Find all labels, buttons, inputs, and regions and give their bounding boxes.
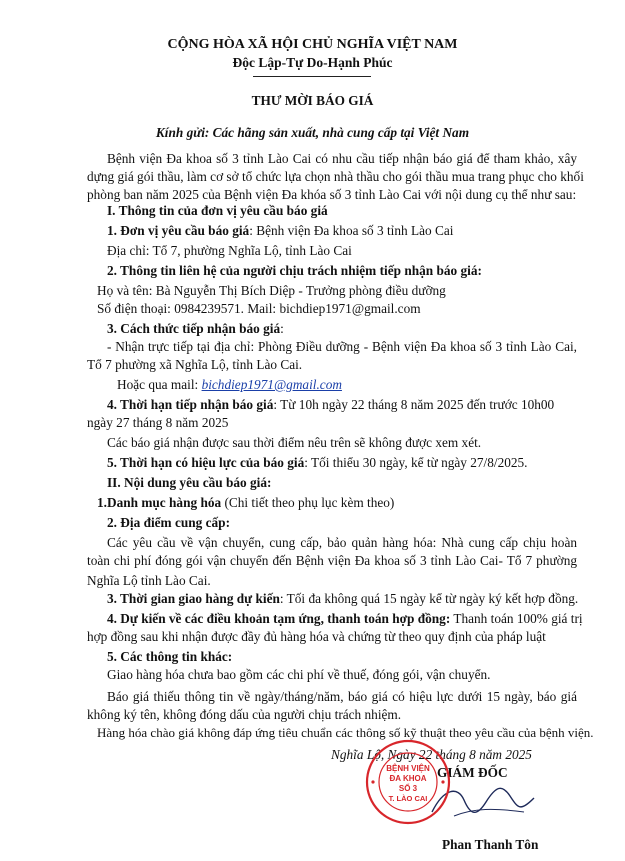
intro-line-1: Bệnh viện Đa khoa số 3 tỉnh Lào Cai có nhu cầu tiếp nhận báo giá để tham khảo, xây <box>107 151 577 166</box>
section1-item1-label: 1. Đơn vị yêu cầu báo giá <box>107 223 250 238</box>
section2-item3-label: 3. Thời gian giao hàng dự kiến <box>107 591 280 606</box>
place-date: Nghĩa Lộ, Ngày 22 tháng 8 năm 2025 <box>331 747 532 762</box>
addressee: Kính gửi: Các hãng sản xuất, nhà cung cấp tại Việt Nam <box>155 125 470 140</box>
country-header: CỘNG HÒA XÃ HỘI CHỦ NGHĨA VIỆT NAM <box>167 37 458 52</box>
motto-header: Độc Lập-Tự Do-Hạnh Phúc <box>232 55 393 70</box>
section2-item4-label: 4. Dự kiến về các điều khoản tạm ứng, thanh toán hợp đồng: <box>107 611 451 626</box>
stamp-line-1: BỆNH VIỆN <box>386 764 430 773</box>
section2-item5-line3: không ký tên, không đóng dấu của người chịu trách nhiệm. <box>87 707 402 722</box>
section1-item2-phone: Số điện thoại: 0984239571. Mail: bichdiep1971@gmail.com <box>97 301 421 316</box>
intro-line-3: phòng ban năm 2025 của Bệnh viện Đa khóa số 3 tỉnh Lào Cai với nội dung cụ thể như sau: <box>87 187 577 202</box>
section2-item2-label: 2. Địa điểm cung cấp: <box>107 515 230 530</box>
header-underline <box>253 76 371 77</box>
signer-position: GIÁM ĐỐC <box>437 765 508 780</box>
section1-item4-note: Các báo giá nhận được sau thời điểm nêu trên sẽ không được xem xét. <box>107 435 482 450</box>
section2-item5-label: 5. Các thông tin khác: <box>107 649 233 664</box>
section2-item1-value: (Chi tiết theo phụ lục kèm theo) <box>221 495 395 510</box>
email-link[interactable]: bichdiep1971@gmail.com <box>201 377 342 392</box>
signer-name: Phan Thanh Tôn <box>442 837 539 852</box>
section1-item3 <box>107 320 284 338</box>
section1-item1 <box>107 222 453 240</box>
section2-item4-line2: hợp đồng sau khi nhận được đầy đủ hàng hóa và chứng từ theo quy định của pháp luật <box>87 629 546 644</box>
section1-item1-value: : Bệnh viện Đa khoa số 3 tỉnh Lào Cai <box>249 223 454 238</box>
section1-item3-label: 3. Cách thức tiếp nhận báo giá <box>107 321 281 336</box>
section1-item1-address: Địa chỉ: Tổ 7, phường Nghĩa Lộ, tỉnh Lào Cai <box>107 243 352 258</box>
section1-item3-line2: Tổ 7 phường xã Nghĩa Lộ, tỉnh Lào Cai. <box>87 357 303 372</box>
section2-item5-line4: Hàng hóa chào giá không đáp ứng tiêu chuẩn các thông số kỹ thuật theo yêu cầu của bệnh viện. <box>97 725 594 740</box>
stamp-line-2: ĐA KHOA <box>389 774 427 783</box>
section2-item4 <box>107 610 583 628</box>
section1-item5-label: 5. Thời hạn có hiệu lực của báo giá <box>107 455 305 470</box>
section2-heading: II. Nội dung yêu cầu báo giá: <box>107 475 272 490</box>
section2-item5-line2: Báo giá thiếu thông tin về ngày/tháng/năm, báo giá có hiệu lực dưới 15 ngày, báo giá <box>107 689 577 704</box>
section2-item1 <box>97 494 394 512</box>
section2-item2-line1: Các yêu cầu về vận chuyển, cung cấp, bảo quản hàng hóa: Nhà cung cấp chịu hoàn <box>107 535 577 550</box>
section2-item3-value: : Tối đa không quá 15 ngày kể từ ngày ký kết hợp đồng. <box>279 591 579 606</box>
intro-line-2: dựng giá gói thầu, làm cơ sở tổ chức lựa chọn nhà thầu cho gói thầu mua trang phục cho khối <box>87 169 584 184</box>
section1-heading: I. Thông tin của đơn vị yêu cầu báo giá <box>107 203 328 218</box>
section1-item5 <box>107 454 528 472</box>
section1-item2-label: 2. Thông tin liên hệ của người chịu trách nhiệm tiếp nhận báo giá: <box>107 263 482 278</box>
section1-item4 <box>107 396 577 414</box>
stamp-line-4: T. LÀO CAI <box>388 794 428 803</box>
section1-item4-label: 4. Thời hạn tiếp nhận báo giá <box>107 397 274 412</box>
section2-item2-line3: Nghĩa Lộ tỉnh Lào Cai. <box>87 573 211 588</box>
section1-item4-value: : Từ 10h ngày 22 tháng 8 năm 2025 đến trước 10h00 <box>273 397 555 412</box>
official-stamp <box>364 738 452 826</box>
section2-item2-line2: toàn chi phí đóng gói vận chuyển đến Bệnh viện Đa khoa số 3 tỉnh Lào Cai- Tổ 7 phường <box>87 553 577 568</box>
section1-item3-line1: - Nhận trực tiếp tại địa chỉ: Phòng Điều dưỡng - Bệnh viện Đa khoa số 3 tỉnh Lào Cai, <box>107 339 577 354</box>
section2-item4-value: Thanh toán 100% giá trị <box>450 611 583 626</box>
document-title: THƯ MỜI BÁO GIÁ <box>251 93 374 108</box>
section1-item4-line2: ngày 27 tháng 8 năm 2025 <box>87 415 229 430</box>
section1-item3-colon: : <box>280 321 284 336</box>
section1-item3-mail-line <box>117 376 342 394</box>
section1-item2-name: Họ và tên: Bà Nguyễn Thị Bích Diệp - Trưởng phòng điều dưỡng <box>97 283 446 298</box>
section2-item5-line1: Giao hàng hóa chưa bao gồm các chi phí về thuế, đóng gói, vận chuyển. <box>107 667 491 682</box>
section2-item1-label: 1.Danh mục hàng hóa <box>97 495 222 510</box>
mail-prefix: Hoặc qua mail: <box>117 377 202 392</box>
section1-item5-value: : Tối thiểu 30 ngày, kể từ ngày 27/8/2025. <box>304 455 528 470</box>
section2-item3 <box>107 590 578 608</box>
stamp-line-3: SỐ 3 <box>398 784 418 793</box>
